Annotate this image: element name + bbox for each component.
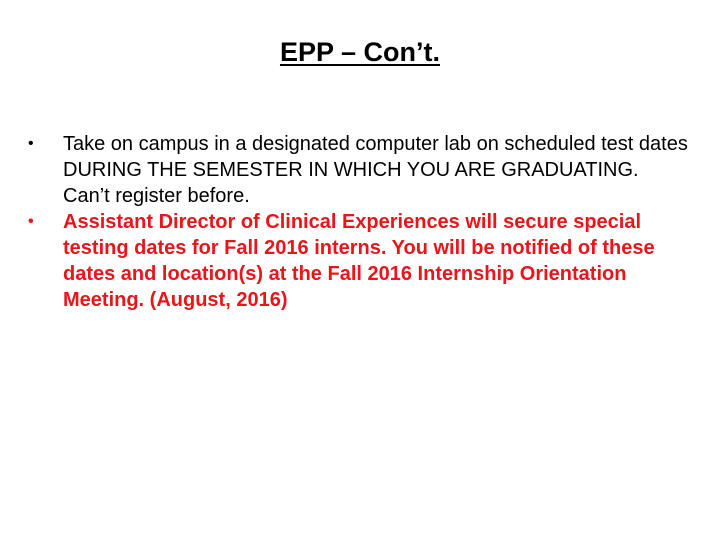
bullet-marker: • [28, 135, 34, 152]
slide-title: EPP – Con’t. [279, 37, 441, 67]
bullet-list [28, 131, 688, 313]
bullet-item-special-testing-dates [28, 209, 688, 313]
bullet-item-campus-testing [28, 131, 688, 209]
bullet-text: Take on campus in a designated computer lab on scheduled test dates DURING THE SEMESTER IN WHICH YOU ARE GRADUATING. Can’t register before. [63, 133, 688, 207]
bullet-marker: • [28, 213, 34, 230]
bullet-text: Assistant Director of Clinical Experiences will secure special testing dates for Fall 2016 interns. You will be notified of these dates and location(s) at the Fall 2016 Internship Orientation Meeting. (August, 2016) [63, 211, 655, 311]
